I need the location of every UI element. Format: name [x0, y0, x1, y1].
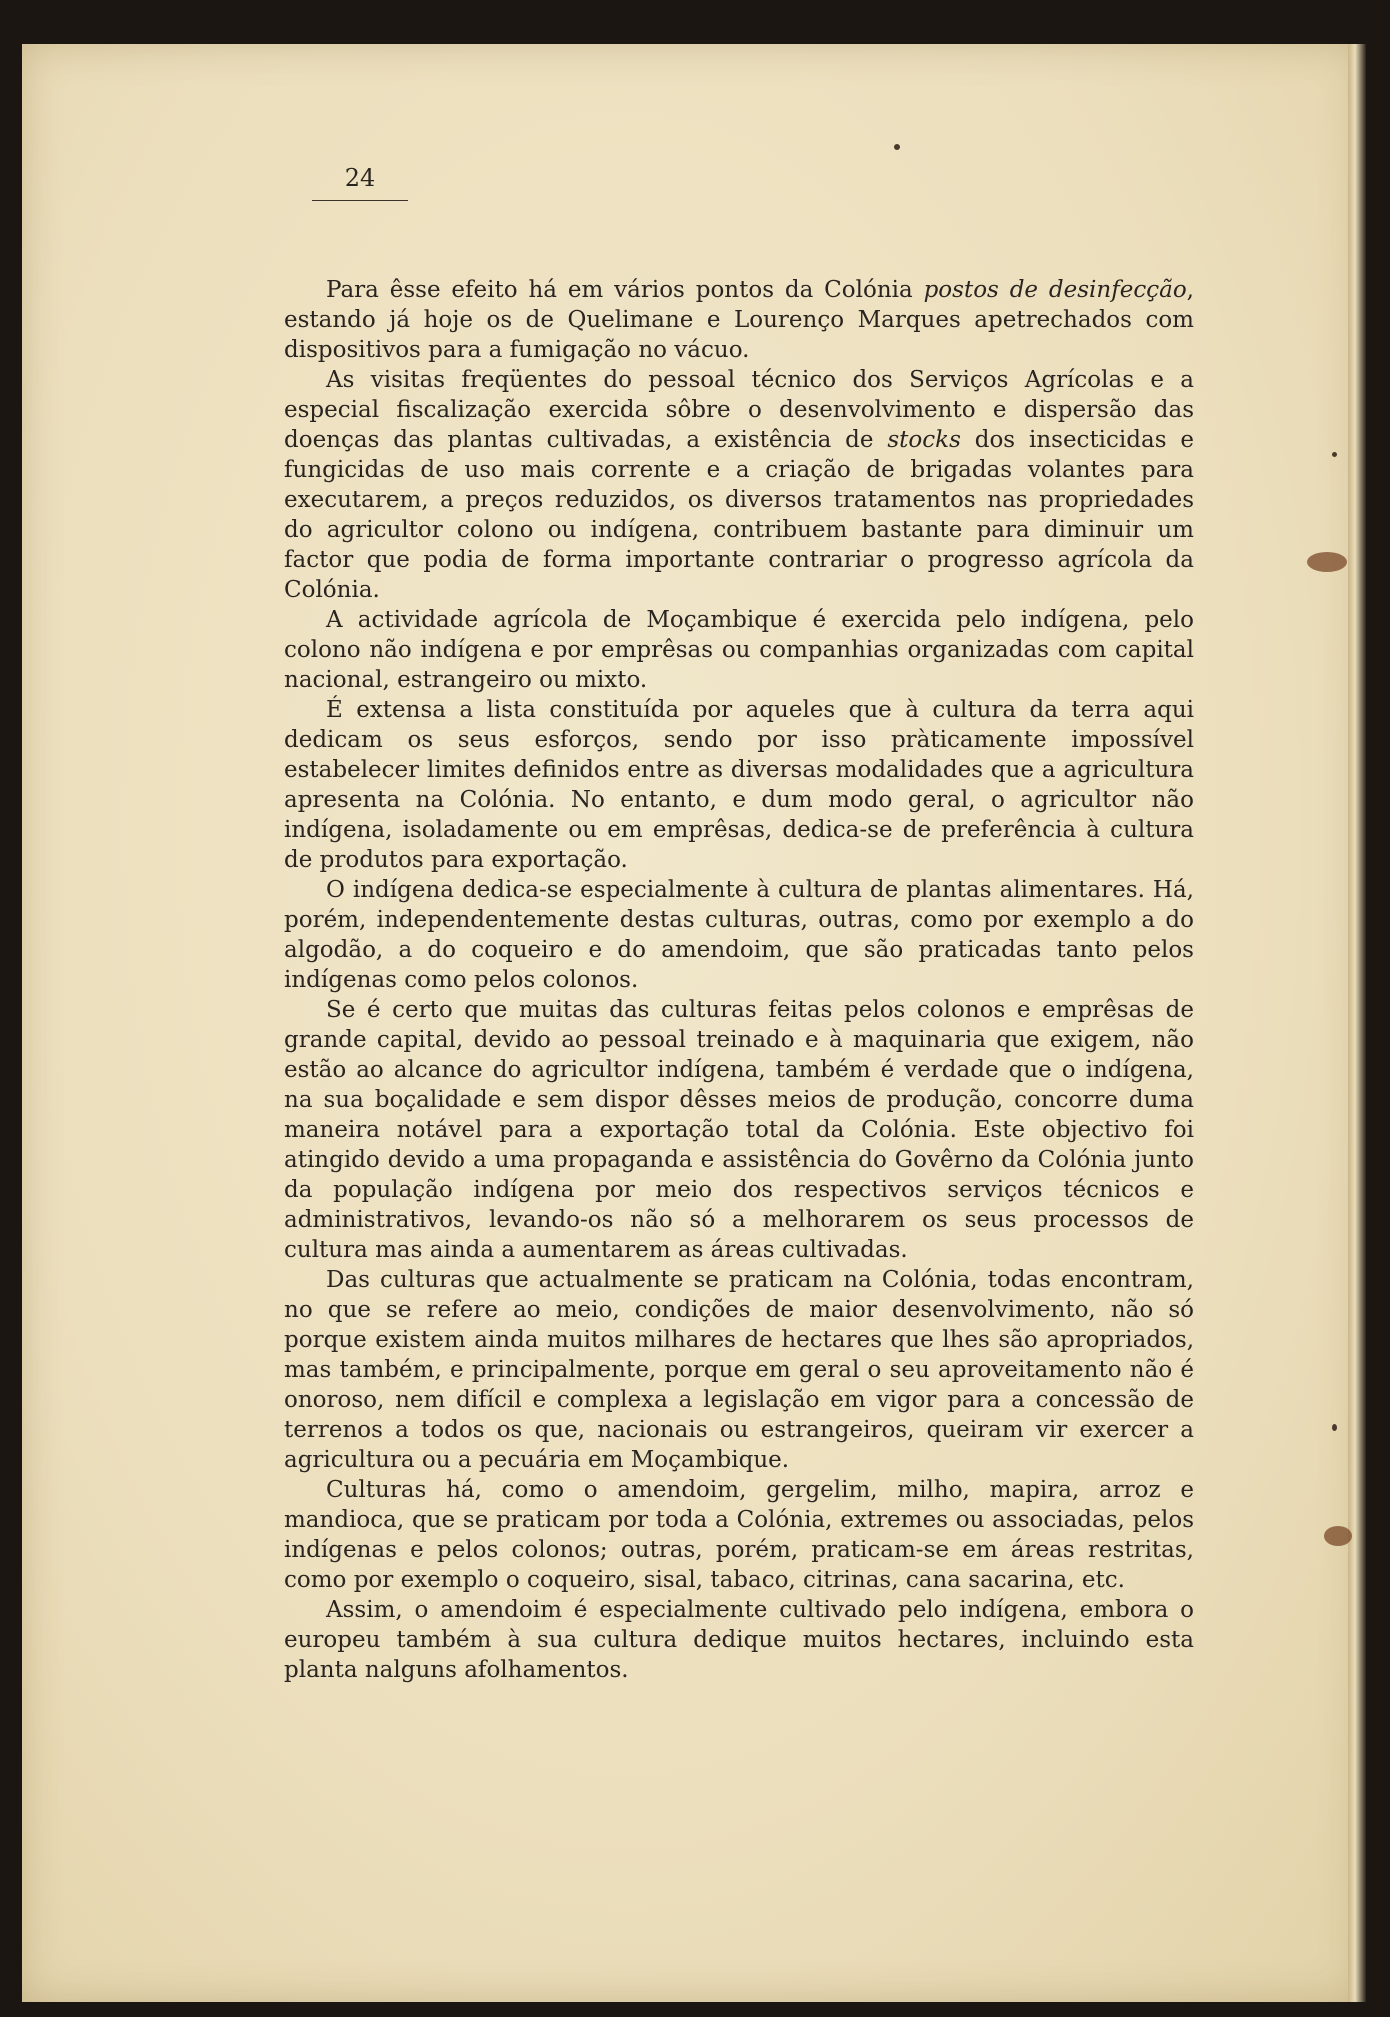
ink-speck	[894, 144, 900, 150]
paragraph-export-contribution: Se é certo que muitas das culturas feitas pelos colonos e emprêsas de grande capital, devido ao pessoal treinado e à maquinaria que exigem, não estão ao alcance do agricultor indígena, também é verdade que o indígena, na sua boçalidade e sem dispor dêsses meios de produção, concorre duma maneira notável para a exportação total da Colónia. Este objectivo foi atingido devido a uma propaganda e assistência do Govêrno da Colónia junto da população indígena por meio dos respectivos serviços técnicos e administrativos, levando-os não só a melhorarem os seus processos de cultura mas ainda a aumentarem as áreas cultivadas.	[284, 997, 1194, 1263]
italic-term: stocks	[887, 427, 961, 453]
paragraph-indigenous-crops: O indígena dedica-se especialmente à cultura de plantas alimentares. Há, porém, independentemente destas culturas, outras, como por exemplo a do algodão, a do coqueiro e do amendoim, que são praticadas tanto pelos indígenas como pelos colonos.	[284, 877, 1194, 993]
ink-speck	[1332, 1424, 1337, 1431]
paragraph-agricultural-activity: A actividade agrícola de Moçambique é exercida pelo indígena, pelo colono não indígena e por emprêsas ou companhias organizadas com capital nacional, estrangeiro ou mixto.	[284, 607, 1194, 693]
body-text	[284, 275, 1194, 1685]
page-number: 24	[312, 164, 408, 201]
paragraph-cultivators-list: É extensa a lista constituída por aqueles que à cultura da terra aqui dedicam os seus esforços, sendo por isso pràticamente impossível estabelecer limites definidos entre as diversas modalidades que a agricultura apresenta na Colónia. No entanto, e dum modo geral, o agricultor não indígena, isoladamente ou em emprêsas, dedica-se de preferência à cultura de produtos para exportação.	[284, 697, 1194, 873]
paragraph-peanut-cultivation: Assim, o amendoim é especialmente cultivado pelo indígena, embora o europeu também à sua cultura dedique muitos hectares, incluindo esta planta nalguns afolhamentos.	[284, 1597, 1194, 1683]
paper-stain	[1324, 1526, 1352, 1546]
paper-stain	[1307, 552, 1347, 572]
paragraph-disinfection-posts: Para êsse efeito há em vários pontos da Colónia postos de desinfecção, estando já hoje os de Quelimane e Lourenço Marques apetrechados com dispositivos para a fumigação no vácuo.	[284, 277, 1194, 363]
paragraph-crop-distribution: Culturas há, como o amendoim, gergelim, milho, mapira, arroz e mandioca, que se praticam por toda a Colónia, extremes ou associadas, pelos indígenas e pelos colonos; outras, porém, praticam-se em áreas restritas, como por exemplo o coqueiro, sisal, tabaco, citrinas, cana sacarina, etc.	[284, 1477, 1194, 1593]
book-page	[22, 44, 1360, 2002]
paragraph-development-conditions: Das culturas que actualmente se praticam na Colónia, todas encontram, no que se refere ao meio, condições de maior desenvolvimento, não só porque existem ainda muitos milhares de hectares que lhes são apropriados, mas também, e principalmente, porque em geral o seu aproveitamento não é onoroso, nem difícil e complexa a legislação em vigor para a concessão de terrenos a todos os que, nacionais ou estrangeiros, queiram vir exercer a agricultura ou a pecuária em Moçambique.	[284, 1267, 1194, 1473]
page-right-edge	[1348, 44, 1366, 2002]
ink-speck	[1332, 452, 1337, 457]
paragraph-technical-visits: As visitas freqüentes do pessoal técnico dos Serviços Agrícolas e a especial fiscalização exercida sôbre o desenvolvimento e dispersão das doenças das plantas cultivadas, a existência de stocks dos insecticidas e fungicidas de uso mais corrente e a criação de brigadas volantes para executarem, a preços reduzidos, os diversos tratamentos nas propriedades do agricultor colono ou indígena, contribuem bastante para diminuir um factor que podia de forma importante contrariar o progresso agrícola da Colónia.	[284, 367, 1194, 603]
italic-term: postos de desinfecção	[923, 277, 1187, 303]
